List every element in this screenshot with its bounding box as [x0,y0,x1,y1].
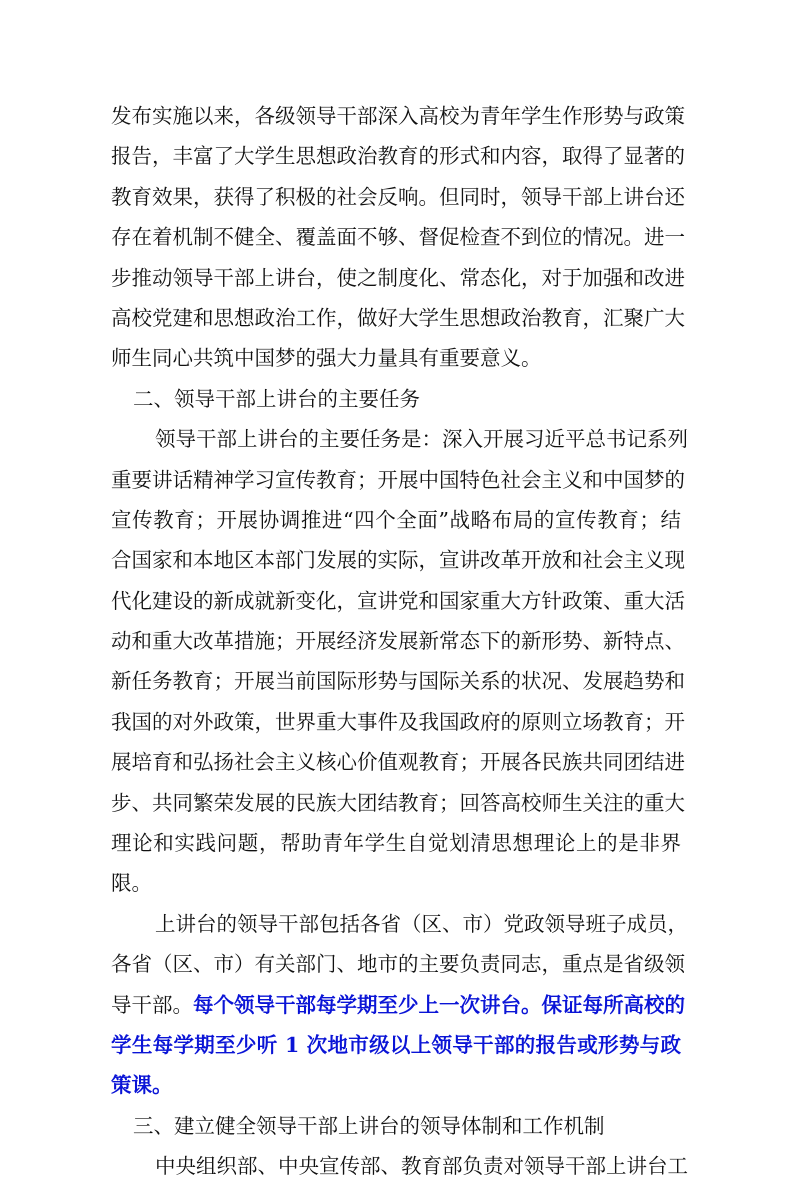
text-line: 各省（区、市）有关部门、地市的主要负责同志，重点是省级领 [111,952,685,977]
text-line: 存在着机制不健全、覆盖面不够、督促检查不到位的情况。进一 [111,225,685,250]
text-line: 领导干部上讲台的主要任务是：深入开展习近平总书记系列 [155,427,688,452]
document-page [111,96,688,1187]
highlighted-text: 每个领导干部每学期至少上一次讲台。保证每所高校的 [193,992,685,1017]
text-line: 合国家和本地区本部门发展的实际，宣讲改革开放和社会主义现 [111,548,685,573]
highlighted-line: 学生每学期至少听 1 次地市级以上领导干部的报告或形势与政 [111,1032,681,1057]
text-line: 理论和实践问题，帮助青年学生自觉划清思想理论上的是非界 [111,831,681,856]
text-line: 新任务教育；开展当前国际形势与国际关系的状况、发展趋势和 [111,669,685,694]
text-line [111,985,685,1025]
text-line: 步推动领导干部上讲台，使之制度化、常态化，对于加强和改进 [111,265,685,290]
text-line: 我国的对外政策，世界重大事件及我国政府的原则立场教育；开 [111,709,685,734]
text-line: 师生同心共筑中国梦的强大力量具有重要意义。 [111,346,542,371]
section-heading: 三、建立健全领导干部上讲台的领导体制和工作机制 [133,1113,605,1138]
text-line: 中央组织部、中央宣传部、教育部负责对领导干部上讲台工 [155,1154,688,1179]
text-line: 报告，丰富了大学生思想政治教育的形式和内容，取得了显著的 [111,144,685,169]
text-line: 教育效果，获得了积极的社会反响。但同时，领导干部上讲台还 [111,184,685,209]
text-line: 展培育和弘扬社会主义核心价值观教育；开展各民族共同团结进 [111,750,685,775]
text-line: 限。 [111,871,152,896]
text-line: 动和重大改革措施；开展经济发展新常态下的新形势、新特点、 [111,629,685,654]
text-segment: 导干部。 [111,992,193,1017]
text-line: 代化建设的新成就新变化，宣讲党和国家重大方针政策、重大活 [111,588,685,613]
text-line: 重要讲话精神学习宣传教育；开展中国特色社会主义和中国梦的 [111,467,685,492]
text-line: 高校党建和思想政治工作，做好大学生思想政治教育，汇聚广大 [111,305,685,330]
text-line: 宣传教育；开展协调推进“四个全面”战略布局的宣传教育；结 [111,507,681,532]
text-line: 步、共同繁荣发展的民族大团结教育；回答高校师生关注的重大 [111,790,685,815]
text-line: 上讲台的领导干部包括各省（区、市）党政领导班子成员， [155,911,688,936]
highlighted-line: 策课。 [111,1073,173,1098]
section-heading: 二、领导干部上讲台的主要任务 [133,386,420,411]
text-line: 发布实施以来，各级领导干部深入高校为青年学生作形势与政策 [111,104,685,128]
document-body [111,96,688,1187]
